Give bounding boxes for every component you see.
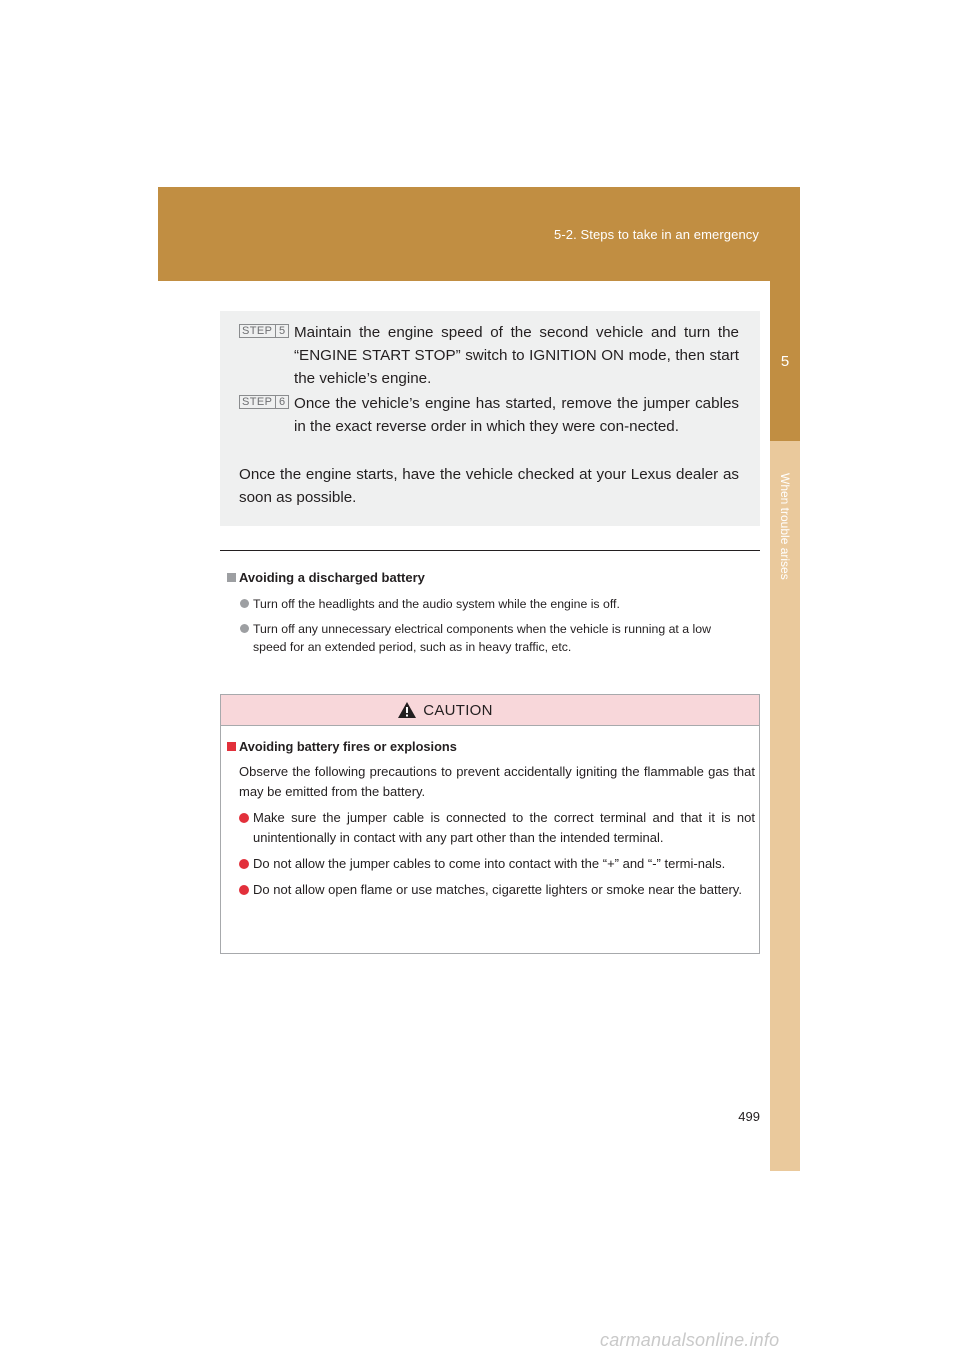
steps-box [220,311,760,526]
chapter-number: 5 [770,281,800,441]
step-badge [239,324,289,338]
list-item-text: Turn off the headlights and the audio system while the engine is off. [253,597,620,611]
circle-bullet-icon [240,624,249,633]
note-heading-text: Avoiding a discharged battery [239,570,425,585]
caution-header [221,695,759,726]
step-badge-number: 6 [275,396,288,408]
list-item-text: Make sure the jumper cable is connected to the correct terminal and that it is not unintentionally in contact with any part other than the intended terminal. [253,810,755,845]
caution-heading [239,737,755,756]
caution-title: CAUTION [423,701,493,719]
list-item [253,620,757,656]
step-badge-number: 5 [275,325,288,337]
step-badge-label: STEP [242,325,273,337]
warning-triangle-icon [397,701,417,719]
step-6 [239,392,739,438]
circle-bullet-icon [240,599,249,608]
square-bullet-icon [227,573,236,582]
section-divider [220,550,760,551]
list-item-text: Do not allow the jumper cables to come into contact with the “+” and “-” termi-nals. [253,856,726,871]
step-text: Maintain the engine speed of the second vehicle and turn the “ENGINE START STOP” switch to IGNITION ON mode, then start the vehicle’s engine. [294,324,739,387]
step-badge-label: STEP [242,396,273,408]
watermark: carmanualsonline.info [600,1330,780,1350]
circle-bullet-icon [239,813,249,823]
steps-followup: Once the engine starts, have the vehicle checked at your Lexus dealer as soon as possible. [239,466,739,506]
note-section [227,568,757,656]
list-item [253,808,755,848]
step-text: Once the vehicle’s engine has started, remove the jumper cables in the exact reverse order in which they were con-nected. [294,395,739,435]
chapter-label-text: When trouble arises [778,472,792,580]
square-bullet-icon [227,742,236,751]
page-number: 499 [738,1109,760,1124]
caution-box [220,694,760,954]
note-heading [239,568,757,588]
caution-heading-text: Avoiding battery fires or explosions [239,739,457,754]
chapter-label [770,451,800,601]
section-title: 5-2. Steps to take in an emergency [553,227,759,242]
list-item-text: Do not allow open flame or use matches, cigarette lighters or smoke near the battery. [253,882,742,897]
step-badge [239,395,289,409]
list-item [253,854,755,874]
header-band [158,187,800,281]
circle-bullet-icon [239,885,249,895]
side-tab [770,281,800,1171]
caution-intro: Observe the following precautions to prevent accidentally igniting the flammable gas that may be emitted from the battery. [239,764,755,799]
list-item-text: Turn off any unnecessary electrical components when the vehicle is running at a low speed for an extended period, such as in heavy traffic, etc. [253,622,711,654]
circle-bullet-icon [239,859,249,869]
step-5 [239,321,739,390]
list-item [253,595,757,613]
caution-body [227,737,755,900]
list-item [253,880,755,900]
